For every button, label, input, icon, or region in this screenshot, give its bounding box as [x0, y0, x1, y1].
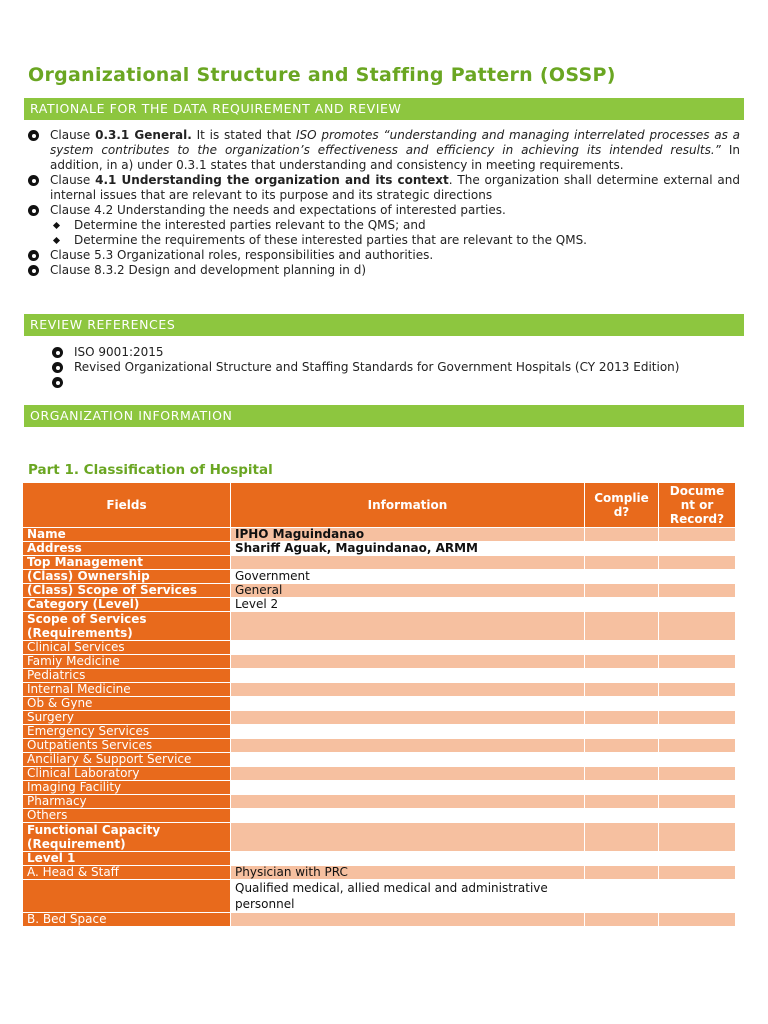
- document-cell[interactable]: [659, 655, 736, 669]
- table-row: (Class) Scope of Services General: [23, 584, 736, 598]
- complied-cell[interactable]: [585, 767, 659, 781]
- document-cell[interactable]: [659, 753, 736, 767]
- document-cell[interactable]: [659, 913, 736, 927]
- complied-cell[interactable]: [585, 795, 659, 809]
- document-cell[interactable]: [659, 598, 736, 612]
- document-cell[interactable]: [659, 556, 736, 570]
- bullet-icon: [28, 175, 39, 186]
- complied-cell[interactable]: [585, 584, 659, 598]
- bullet-icon: [52, 362, 63, 373]
- table-row: Internal Medicine: [23, 683, 736, 697]
- complied-cell[interactable]: [585, 852, 659, 866]
- document-cell[interactable]: [659, 880, 736, 913]
- complied-cell[interactable]: [585, 711, 659, 725]
- list-item: Clause 0.3.1 General. It is stated that ISO promotes “understanding and managing interrelated processes as a system contributes to the organization’s effectiveness and efficiency in achieving its intended results.” In addition, in a) under 0.3.1 states that understanding and consistency in meeting requirements.: [28, 128, 740, 173]
- bullet-icon: [52, 377, 63, 388]
- complied-cell[interactable]: [585, 683, 659, 697]
- complied-cell[interactable]: [585, 725, 659, 739]
- complied-cell[interactable]: [585, 655, 659, 669]
- document-cell[interactable]: [659, 641, 736, 655]
- complied-cell[interactable]: [585, 739, 659, 753]
- list-item: Clause 4.2 Understanding the needs and expectations of interested parties.: [28, 203, 740, 218]
- diamond-bullet-icon: [53, 222, 60, 229]
- section-header-references: REVIEW REFERENCES: [24, 314, 744, 336]
- table-row: A. Head & Staff Physician with PRC: [23, 866, 736, 880]
- table-row: Ob & Gyne: [23, 697, 736, 711]
- list-item: ISO 9001:2015: [52, 345, 742, 360]
- header-document: Docume nt or Record?: [659, 483, 736, 528]
- table-row: Emergency Services: [23, 725, 736, 739]
- complied-cell[interactable]: [585, 809, 659, 823]
- complied-cell[interactable]: [585, 612, 659, 641]
- header-fields: Fields: [23, 483, 231, 528]
- complied-cell[interactable]: [585, 866, 659, 880]
- document-cell[interactable]: [659, 823, 736, 852]
- section-header-org-info: ORGANIZATION INFORMATION: [24, 405, 744, 427]
- document-cell[interactable]: [659, 697, 736, 711]
- complied-cell[interactable]: [585, 823, 659, 852]
- table-row: Level 1: [23, 852, 736, 866]
- complied-cell[interactable]: [585, 556, 659, 570]
- list-item: Clause 4.1 Understanding the organization and its context. The organization shall determine external and internal issues that are relevant to its purpose and its strategic directions: [28, 173, 740, 203]
- bullet-icon: [28, 130, 39, 141]
- document-cell[interactable]: [659, 866, 736, 880]
- table-row: Functional Capacity (Requirement): [23, 823, 736, 852]
- table-row: Top Management: [23, 556, 736, 570]
- document-cell[interactable]: [659, 725, 736, 739]
- bullet-icon: [28, 250, 39, 261]
- header-complied: Complie d?: [585, 483, 659, 528]
- document-cell[interactable]: [659, 767, 736, 781]
- complied-cell[interactable]: [585, 669, 659, 683]
- complied-cell[interactable]: [585, 528, 659, 542]
- document-cell[interactable]: [659, 584, 736, 598]
- table-row: Name IPHO Maguindanao: [23, 528, 736, 542]
- table-row: Imaging Facility: [23, 781, 736, 795]
- page-title: Organizational Structure and Staffing Pattern (OSSP): [28, 64, 616, 86]
- header-information: Information: [231, 483, 585, 528]
- bullet-icon: [28, 265, 39, 276]
- document-cell[interactable]: [659, 852, 736, 866]
- document-cell[interactable]: [659, 570, 736, 584]
- document-cell[interactable]: [659, 669, 736, 683]
- table-row: Address Shariff Aguak, Maguindanao, ARMM: [23, 542, 736, 556]
- complied-cell[interactable]: [585, 570, 659, 584]
- document-cell[interactable]: [659, 683, 736, 697]
- list-item: [52, 375, 742, 390]
- complied-cell[interactable]: [585, 598, 659, 612]
- complied-cell[interactable]: [585, 542, 659, 556]
- table-row: Others: [23, 809, 736, 823]
- list-item: Determine the requirements of these interested parties that are relevant to the QMS.: [28, 233, 740, 248]
- table-row: Clinical Services: [23, 641, 736, 655]
- document-cell[interactable]: [659, 711, 736, 725]
- list-item: Clause 8.3.2 Design and development planning in d): [28, 263, 740, 278]
- table-row: Clinical Laboratory: [23, 767, 736, 781]
- complied-cell[interactable]: [585, 697, 659, 711]
- complied-cell[interactable]: [585, 781, 659, 795]
- complied-cell[interactable]: [585, 641, 659, 655]
- table-row: Pharmacy: [23, 795, 736, 809]
- bullet-icon: [52, 347, 63, 358]
- complied-cell[interactable]: [585, 753, 659, 767]
- document-cell[interactable]: [659, 739, 736, 753]
- table-row: Qualified medical, allied medical and administrative personnel: [23, 880, 736, 913]
- part-title: Part 1. Classification of Hospital: [28, 462, 273, 478]
- table-row: Surgery: [23, 711, 736, 725]
- list-item: Revised Organizational Structure and Staffing Standards for Government Hospitals (CY 2013 Edition): [52, 360, 742, 375]
- table-row: Pediatrics: [23, 669, 736, 683]
- diamond-bullet-icon: [53, 237, 60, 244]
- document-cell[interactable]: [659, 781, 736, 795]
- complied-cell[interactable]: [585, 913, 659, 927]
- document-cell[interactable]: [659, 795, 736, 809]
- bullet-icon: [28, 205, 39, 216]
- table-row: B. Bed Space: [23, 913, 736, 927]
- references-list: [52, 345, 742, 390]
- classification-table: [22, 482, 736, 927]
- section-header-rationale: RATIONALE FOR THE DATA REQUIREMENT AND REVIEW: [24, 98, 744, 120]
- table-row: Famiy Medicine: [23, 655, 736, 669]
- rationale-list: [28, 128, 740, 278]
- table-row: Outpatients Services: [23, 739, 736, 753]
- table-row: Scope of Services (Requirements): [23, 612, 736, 641]
- table-row: Category (Level) Level 2: [23, 598, 736, 612]
- document-cell[interactable]: [659, 809, 736, 823]
- document-cell[interactable]: [659, 612, 736, 641]
- table-row: (Class) Ownership Government: [23, 570, 736, 584]
- complied-cell[interactable]: [585, 880, 659, 913]
- document-cell[interactable]: [659, 542, 736, 556]
- table-row: Anciliary & Support Service: [23, 753, 736, 767]
- list-item: Determine the interested parties relevant to the QMS; and: [28, 218, 740, 233]
- list-item: Clause 5.3 Organizational roles, responsibilities and authorities.: [28, 248, 740, 263]
- document-cell[interactable]: [659, 528, 736, 542]
